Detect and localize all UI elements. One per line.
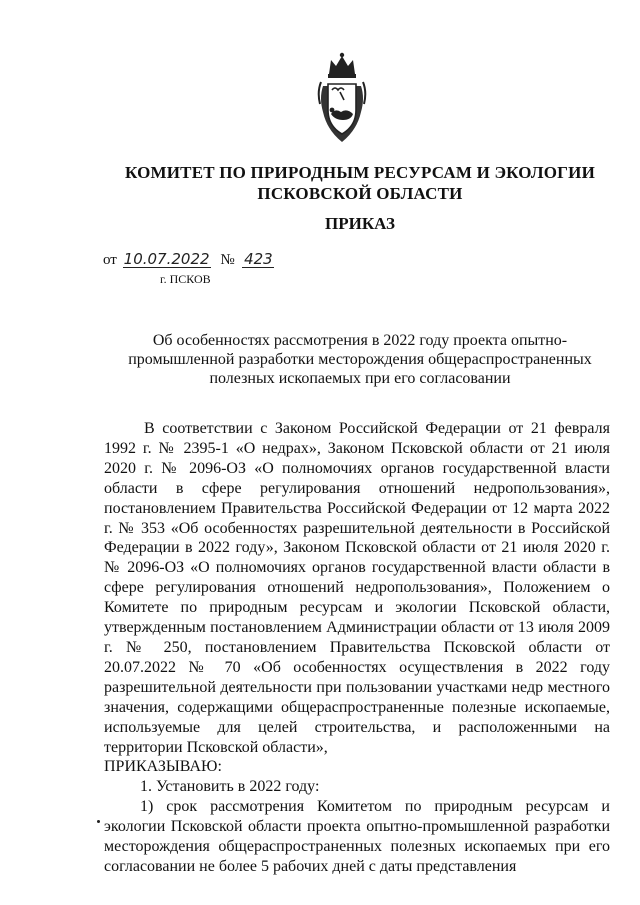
item-1-1: 1) срок рассмотрения Комитетом по природным ресурсам и экологии Псковской области проекта опытно-промышленной разработки месторождения общераспространенных полезных ископаемых при его согласовании не более 5 рабочих дней с даты представления <box>104 798 610 875</box>
handwritten-date: 10.07.2022 <box>123 250 210 268</box>
document-subject <box>120 331 600 388</box>
organization-name-line2: ПСКОВСКОЙ ОБЛАСТИ <box>257 184 463 203</box>
date-number-line <box>103 251 274 269</box>
number-prefix: № <box>220 252 235 268</box>
margin-dot <box>97 820 100 823</box>
date-prefix: от <box>103 252 117 268</box>
subject-line: промышленной разработки месторождения общераспространенных <box>128 351 592 368</box>
order-word: ПРИКАЗЫВАЮ: <box>104 758 222 776</box>
item-1: 1. Установить в 2022 году: <box>140 778 320 796</box>
subject-line: полезных ископаемых при его согласовании <box>209 370 511 387</box>
coat-of-arms-icon <box>317 52 367 147</box>
document-type-title: ПРИКАЗ <box>325 214 395 233</box>
organization-name-line1: КОМИТЕТ ПО ПРИРОДНЫМ РЕСУРСАМ И ЭКОЛОГИИ <box>124 163 596 182</box>
handwritten-number: 423 <box>244 250 273 268</box>
document-body <box>104 419 610 877</box>
city-label: г. ПСКОВ <box>160 272 211 286</box>
preamble-paragraph: В соответствии с Законом Российской Федерации от 21 февраля 1992 г. № 2395-1 «О недрах», Законом Псковской области от 21 июля 2020 г. № 2096-ОЗ «О полномочиях органов государственной власти области в сфере регулирования отношений недропользования», постановлением Правительства Российской Федерации от 12 марта 2022 г. № 353 «Об особенностях разрешительной деятельности в Российской Федерации в 2022 году», Законом Псковской области от 21 июля 2020 г. № 2096-ОЗ «О полномочиях органов государственной власти области в сфере регулирования отношений недропользования», Положением о Комитете по природным ресурсам и экологии Псковской области, утвержденным постановлением Администрации области от 13 июля 2009 г. № 250, постановлением Правительства Псковской области от 20.07.2022 № 70 «Об особенностях осуществления в 2022 году разрешительной деятельности при пользовании участками недр местного значения, содержащими общераспространенные полезные ископаемые, используемые для целей строительства, и расположенными на территории Псковской области», <box>104 420 610 756</box>
subject-line: Об особенностях рассмотрения в 2022 году проекта опытно- <box>152 332 568 349</box>
